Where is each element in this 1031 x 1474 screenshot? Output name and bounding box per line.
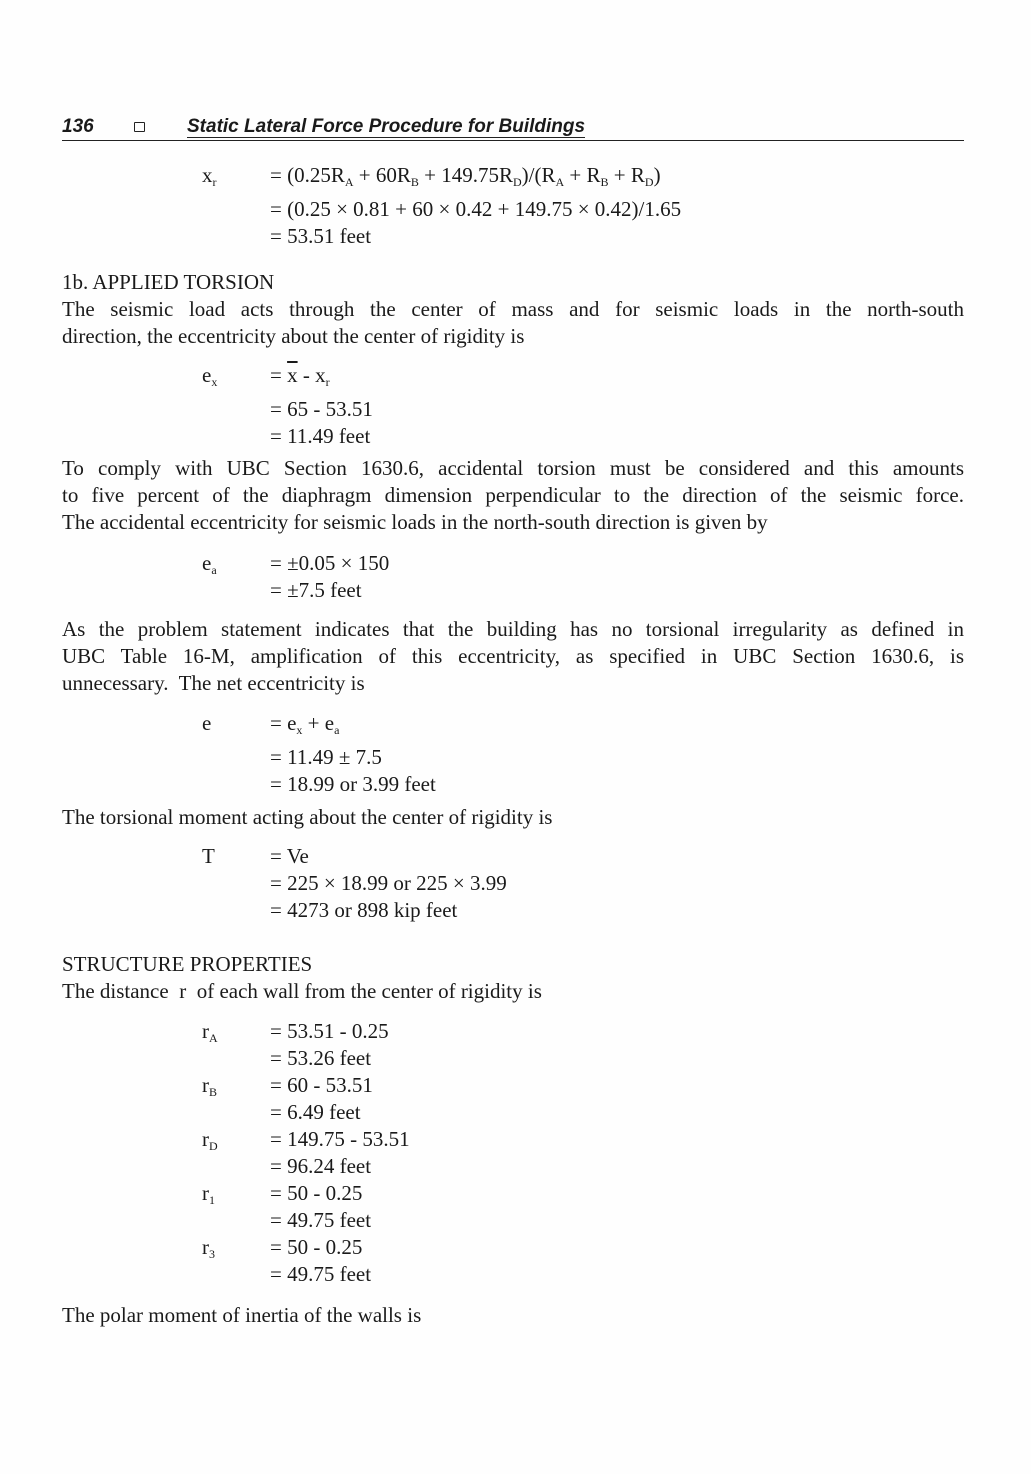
eq-line: = 11.49 feet — [270, 424, 371, 448]
equation-xr — [202, 162, 922, 248]
equation-rB — [202, 1072, 602, 1126]
eq-lhs: ea — [202, 551, 217, 577]
eq-line: = 50 - 0.25 — [270, 1181, 363, 1205]
eq-line: = 4273 or 898 kip feet — [270, 898, 458, 922]
eq-lhs: T — [202, 844, 215, 868]
eq-line: = 53.51 feet — [270, 224, 372, 248]
text-line: As the problem statement indicates that the building has no torsional irregularity as defined in — [62, 617, 964, 641]
page-number: 136 — [62, 116, 94, 137]
section-heading-structure-properties: STRUCTURE PROPERTIES — [62, 952, 313, 976]
eq-rhs — [270, 1180, 371, 1234]
paragraph-torsional-moment — [62, 804, 964, 831]
eq-rhs — [270, 1234, 371, 1288]
eq-rhs — [270, 710, 436, 798]
eq-line: = 50 - 0.25 — [270, 1235, 363, 1259]
paragraph-accidental-torsion — [62, 455, 964, 536]
paragraph-polar-moment — [62, 1302, 964, 1329]
text-line: The accidental eccentricity for seismic loads in the north-south direction is given by — [62, 510, 768, 534]
eq-line: = (0.25RA + 60RB + 149.75RD)/(RA + RB + RD) — [270, 163, 661, 189]
eq-lhs: e — [202, 711, 212, 735]
eq-lhs: r1 — [202, 1181, 215, 1207]
text-line: The polar moment of inertia of the walls is — [62, 1303, 422, 1327]
running-header — [62, 116, 964, 141]
paragraph-seismic-load — [62, 296, 964, 350]
eq-line: = $\overline{x}$ - xr — [270, 363, 330, 389]
eq-lhs: rD — [202, 1127, 218, 1153]
square-bullet-icon — [134, 122, 145, 132]
eq-line: = 225 × 18.99 or 225 × 3.99 — [270, 871, 507, 895]
text-line: To comply with UBC Section 1630.6, accidental torsion must be considered and this amounts — [62, 456, 964, 480]
xbar-symbol: $\overline{x}$ — [287, 363, 298, 387]
section-heading-applied-torsion: 1b. APPLIED TORSION — [62, 270, 275, 294]
eq-line: = 6.49 feet — [270, 1100, 361, 1124]
text-line: unnecessary. The net eccentricity is — [62, 671, 365, 695]
eq-lhs: rA — [202, 1019, 218, 1045]
text-line: The distance r of each wall from the center of rigidity is — [62, 979, 542, 1003]
equation-rA — [202, 1018, 602, 1072]
eq-line: = 53.26 feet — [270, 1046, 372, 1070]
equation-r3 — [202, 1234, 602, 1288]
eq-rhs — [270, 843, 507, 924]
eq-rhs — [270, 550, 389, 604]
eq-line: = 60 - 53.51 — [270, 1073, 373, 1097]
eq-line: = 96.24 feet — [270, 1154, 372, 1178]
text-line: The seismic load acts through the center of mass and for seismic loads in the north-south — [62, 297, 964, 321]
equation-ex — [202, 362, 602, 448]
eq-rhs — [270, 1018, 389, 1072]
eq-line: = ±7.5 feet — [270, 578, 362, 602]
chapter-title: Static Lateral Force Procedure for Buildings — [187, 116, 586, 137]
eq-rhs — [270, 1126, 410, 1180]
eq-line: = (0.25 × 0.81 + 60 × 0.42 + 149.75 × 0.42)/1.65 — [270, 197, 682, 221]
equation-T — [202, 843, 602, 924]
eq-rhs — [270, 362, 373, 450]
eq-line: = 11.49 ± 7.5 — [270, 745, 382, 769]
eq-lhs: rB — [202, 1073, 218, 1099]
eq-rhs — [270, 1072, 373, 1126]
eq-line: = 149.75 - 53.51 — [270, 1127, 410, 1151]
paragraph-distance-r — [62, 978, 964, 1005]
paragraph-torsional-irregularity — [62, 616, 964, 697]
eq-line: = ex + ea — [270, 711, 340, 737]
equation-e — [202, 710, 602, 796]
equation-r1 — [202, 1180, 602, 1234]
text-line: The torsional moment acting about the center of rigidity is — [62, 805, 553, 829]
eq-lhs: r3 — [202, 1235, 215, 1261]
eq-lhs: ex — [202, 363, 218, 389]
eq-line: = Ve — [270, 844, 309, 868]
eq-line: = 18.99 or 3.99 feet — [270, 772, 436, 796]
eq-line: = 65 - 53.51 — [270, 397, 373, 421]
eq-line: = 49.75 feet — [270, 1208, 372, 1232]
eq-line: = ±0.05 × 150 — [270, 551, 390, 575]
eq-rhs — [270, 162, 681, 250]
text-line: direction, the eccentricity about the center of rigidity is — [62, 324, 525, 348]
equation-rD — [202, 1126, 602, 1180]
eq-line: = 49.75 feet — [270, 1262, 372, 1286]
eq-line: = 53.51 - 0.25 — [270, 1019, 389, 1043]
eq-lhs: xr — [202, 163, 217, 189]
text-line: to five percent of the diaphragm dimension perpendicular to the direction of the seismic force. — [62, 483, 964, 507]
text-line: UBC Table 16-M, amplification of this eccentricity, as specified in UBC Section 1630.6, is — [62, 644, 964, 668]
equation-ea — [202, 550, 602, 604]
